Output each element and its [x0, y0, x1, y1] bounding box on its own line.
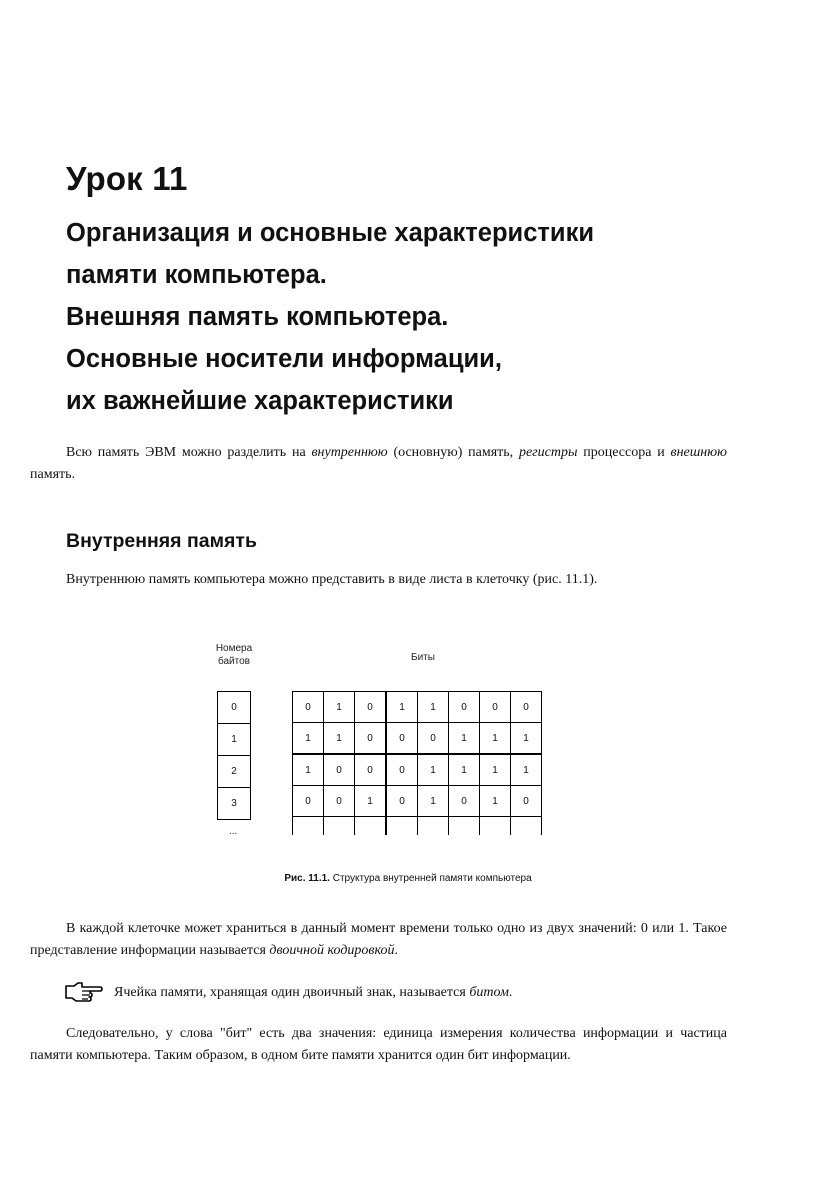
bit-cell-empty	[355, 817, 387, 836]
bit-cell-empty	[293, 817, 324, 836]
byte-ellipsis: ...	[229, 826, 238, 837]
title-line: их важнейшие характеристики	[66, 387, 454, 415]
emphasis: внешнюю	[670, 445, 727, 460]
bit-cell: 0	[449, 786, 480, 817]
definition-note	[114, 985, 512, 1001]
byte-number-column	[217, 691, 251, 820]
text: .	[508, 985, 513, 1000]
caption-text: Структура внутренней памяти компьютера	[329, 873, 532, 884]
lesson-title	[66, 212, 766, 422]
emphasis: битом	[469, 985, 509, 1000]
bit-cell: 0	[418, 723, 449, 755]
text: В каждой клеточке может храниться в данный момент времени только одно из двух значений: 0 или 1. Такое представление информации называется	[30, 921, 727, 958]
emphasis: регистры	[518, 445, 578, 460]
title-line: памяти компьютера.	[66, 261, 327, 289]
bit-cell-empty	[449, 817, 480, 836]
bits-row	[293, 723, 542, 755]
text: память.	[30, 467, 76, 482]
byte-number: 3	[217, 787, 251, 820]
bit-cell: 0	[449, 692, 480, 723]
bit-cell: 1	[324, 692, 355, 723]
text: Внутреннюю память компьютера можно представить в виде листа в клеточку (рис. 11.1).	[66, 572, 598, 587]
paragraph-conclusion	[30, 1023, 727, 1067]
bit-cell-empty	[511, 817, 542, 836]
bit-cell: 1	[386, 692, 418, 723]
bit-cell: 1	[418, 754, 449, 786]
bits-row-continuation	[293, 817, 542, 836]
title-line: Основные носители информации,	[66, 345, 502, 373]
bit-cell: 1	[293, 754, 324, 786]
bit-cell: 1	[293, 723, 324, 755]
bit-cell: 1	[418, 786, 449, 817]
text: Следовательно, у слова "бит" есть два значения: единица измерения количества информации и частица памяти компьютера. Таким образом, в одном бите памяти хранится один бит информации.	[30, 1026, 727, 1063]
title-line: Организация и основные характеристики	[66, 219, 595, 247]
text: (основную) память,	[387, 445, 519, 460]
bit-cell-empty	[324, 817, 355, 836]
pointing-hand-icon	[64, 980, 104, 1004]
emphasis: двоичной кодировкой	[269, 943, 395, 958]
bit-cell: 0	[324, 754, 355, 786]
bit-cell: 1	[324, 723, 355, 755]
bit-cell: 0	[355, 723, 387, 755]
bit-cell: 1	[355, 786, 387, 817]
bytes-label-line: байтов	[218, 656, 250, 667]
emphasis: внутреннюю	[311, 445, 388, 460]
bit-cell: 0	[293, 692, 324, 723]
text: процессора и	[577, 445, 671, 460]
bit-cell-empty	[480, 817, 511, 836]
byte-number: 0	[217, 691, 251, 723]
paragraph-binary	[30, 918, 727, 962]
bit-cell-empty	[386, 817, 418, 836]
bit-cell: 1	[418, 692, 449, 723]
title-line: Внешняя память компьютера.	[66, 303, 449, 331]
bit-cell: 0	[293, 786, 324, 817]
bit-cell: 1	[511, 723, 542, 755]
bytes-label	[207, 642, 261, 668]
bit-cell: 1	[480, 754, 511, 786]
bit-cell: 0	[355, 692, 387, 723]
byte-number: 1	[217, 723, 251, 755]
bit-cell: 1	[449, 754, 480, 786]
bit-cell: 0	[324, 786, 355, 817]
text: Всю память ЭВМ можно разделить на	[66, 445, 312, 460]
caption-number: Рис. 11.1.	[284, 873, 330, 884]
bit-cell: 1	[449, 723, 480, 755]
bit-cell: 0	[355, 754, 387, 786]
bits-label: Биты	[411, 652, 435, 663]
figure-caption	[0, 873, 816, 884]
bit-cell-empty	[418, 817, 449, 836]
bits-row	[293, 754, 542, 786]
lesson-number: Урок 11	[66, 160, 188, 197]
bit-cell: 1	[480, 786, 511, 817]
bytes-label-line: Номера	[215, 643, 253, 654]
bits-grid	[292, 691, 542, 835]
text: Ячейка памяти, хранящая один двоичный знак, называется	[114, 985, 470, 1000]
bits-row	[293, 692, 542, 723]
bit-cell: 0	[480, 692, 511, 723]
section-paragraph	[30, 569, 727, 591]
bit-cell: 0	[511, 786, 542, 817]
bit-cell: 0	[386, 723, 418, 755]
bit-cell: 1	[511, 754, 542, 786]
bit-cell: 1	[480, 723, 511, 755]
bits-row	[293, 786, 542, 817]
section-heading: Внутренняя память	[66, 530, 257, 552]
bit-cell: 0	[386, 754, 418, 786]
bit-cell: 0	[511, 692, 542, 723]
bit-cell: 0	[386, 786, 418, 817]
intro-paragraph	[30, 442, 727, 486]
byte-number: 2	[217, 755, 251, 787]
text: .	[394, 943, 399, 958]
